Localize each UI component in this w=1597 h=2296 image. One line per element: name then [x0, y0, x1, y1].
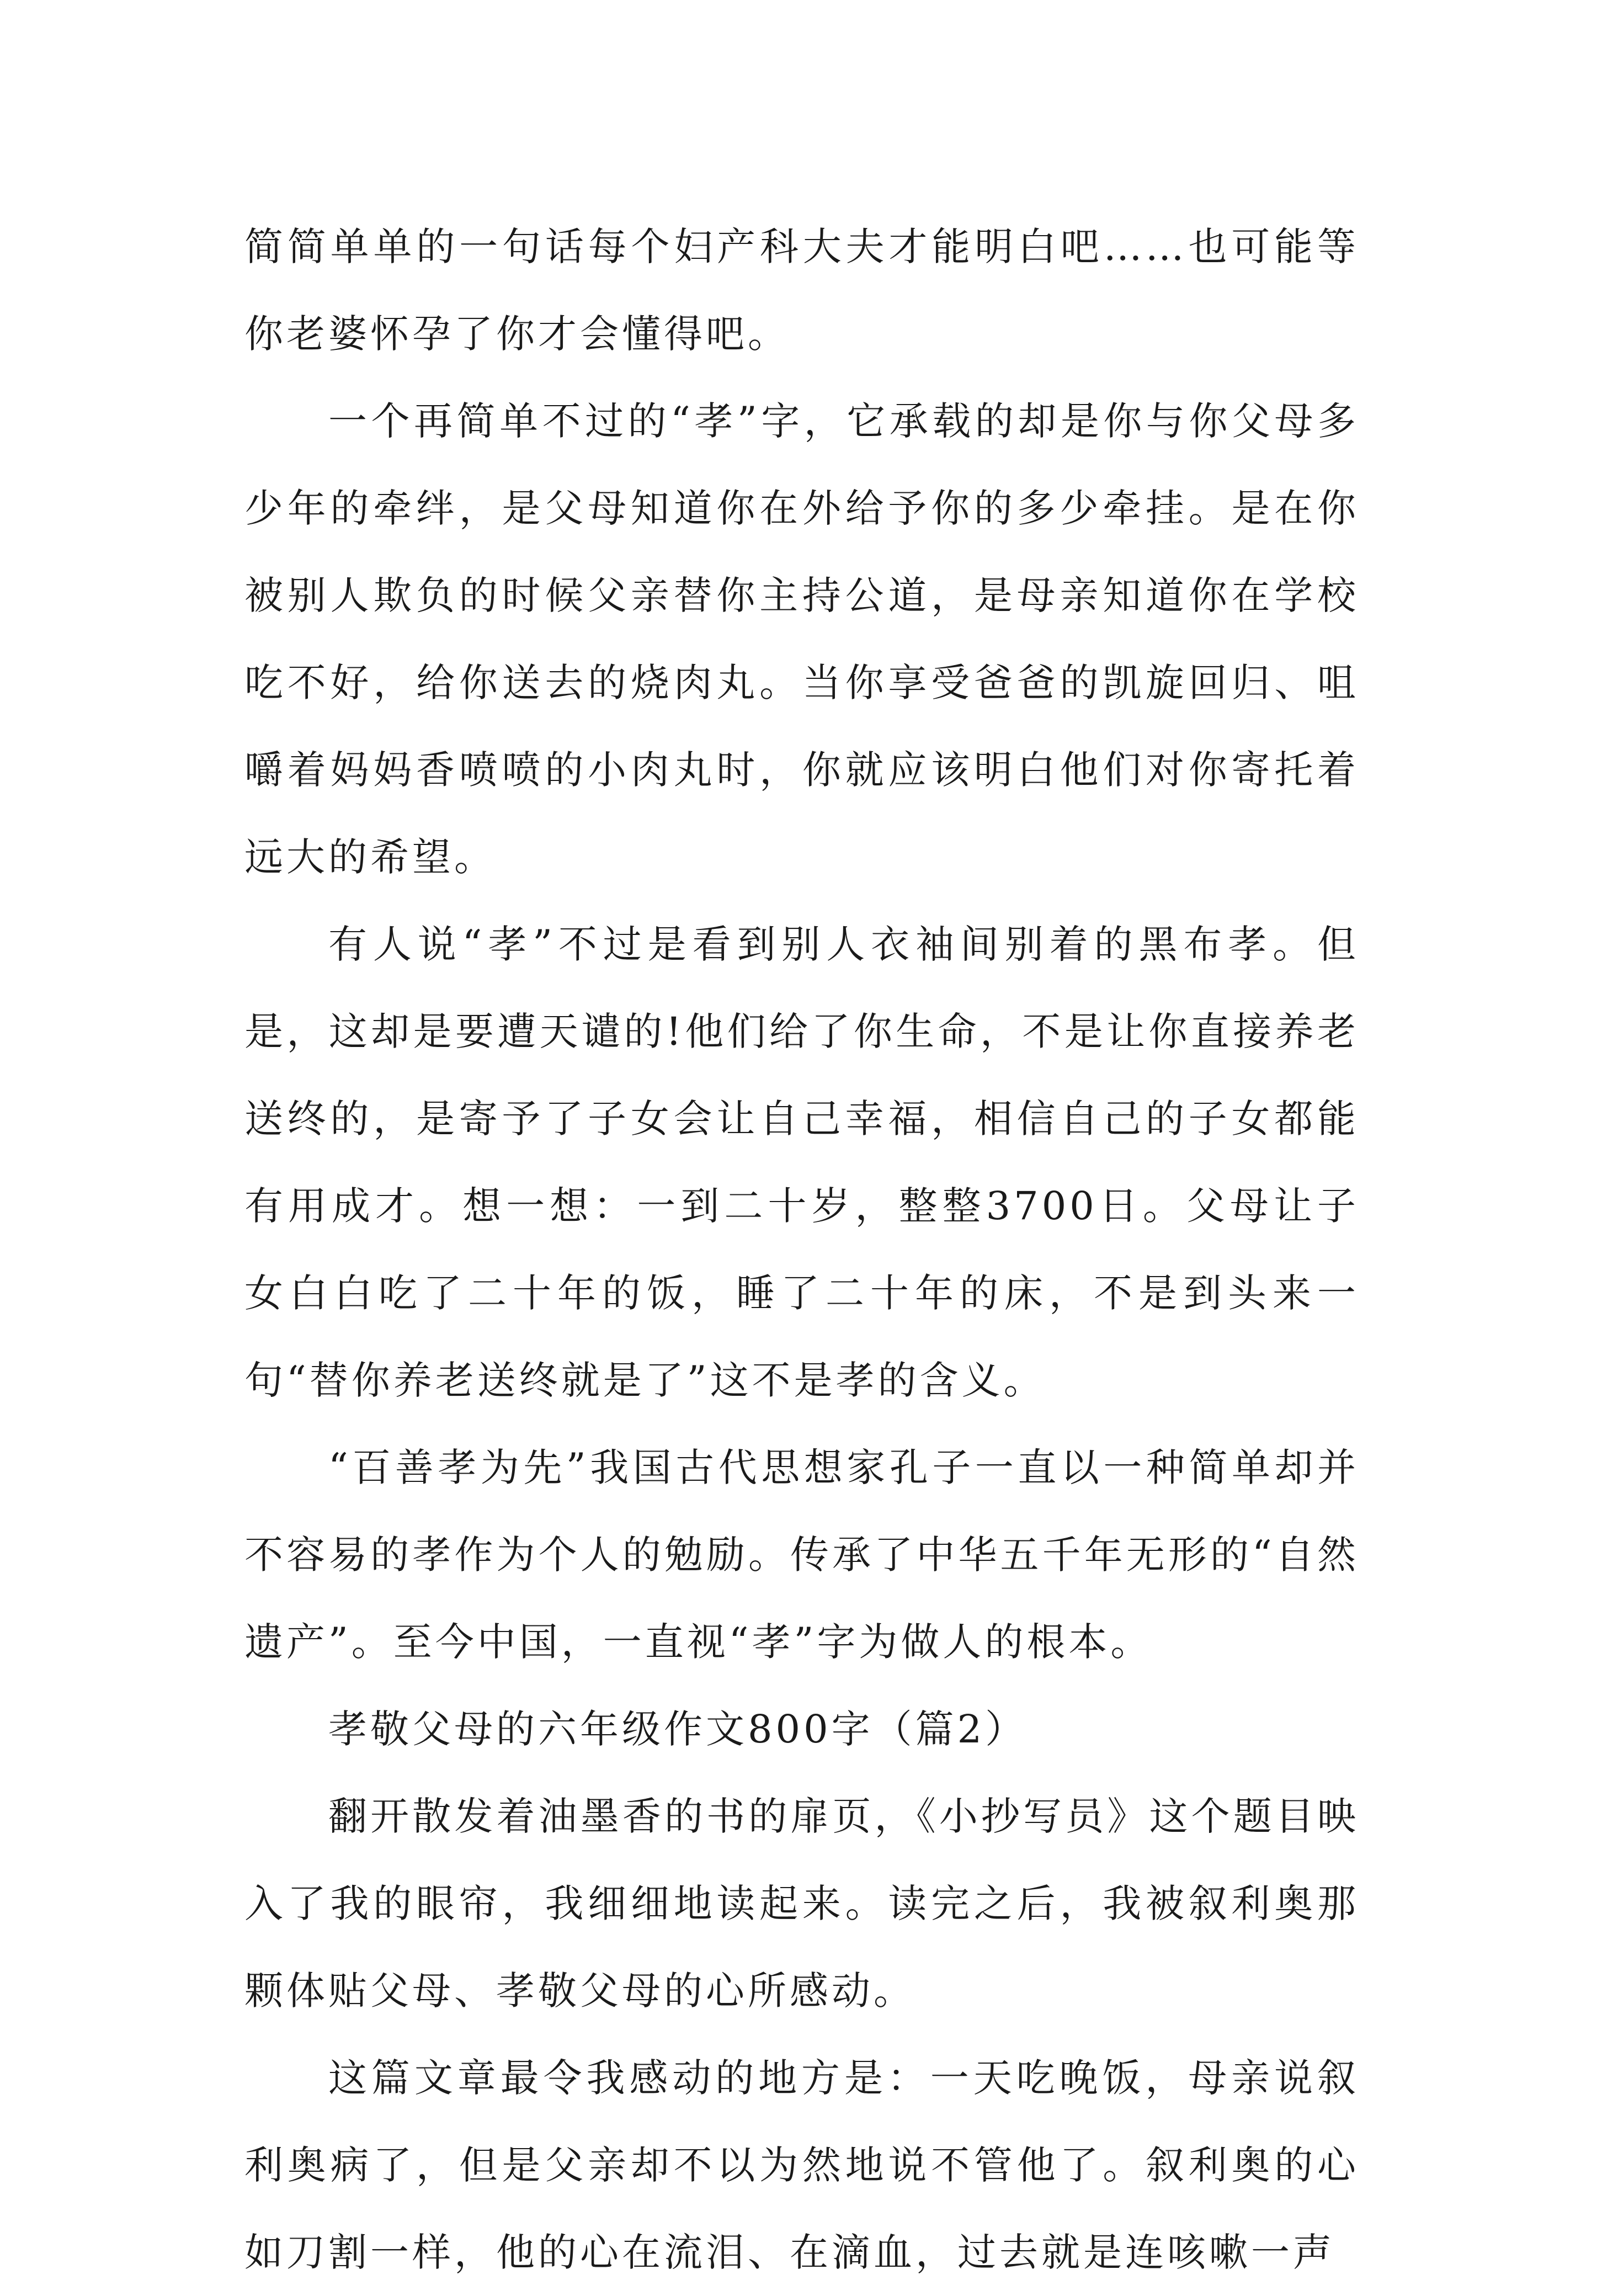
paragraph-moving-part: 这篇文章最令我感动的地方是：一天吃晚饭，母亲说叙利奥病了，但是父亲却不以为然地说不管他了。叙利奥的心如刀割一样，他的心在流泪、在滴血，过去就是连咳嗽一声 — [244, 2055, 1359, 2275]
paragraph-continuation: 简简单单的一句话每个妇产科大夫才能明白吧……也可能等你老婆怀孕了你才会懂得吧。 — [244, 224, 1359, 357]
paragraph-black-cloth: 有人说“孝”不过是看到别人衣袖间别着的黑布孝。但是，这却是要遭天谴的!他们给了你生命，不是让你直接养老送终的，是寄予了子女会让自己幸福，相信自己的子女都能有用成才。想一想：一到二十岁，整整3700日。父母让子女白白吃了二十年的饭，睡了二十年的床，不是到头来一句“替你养老送终就是了”这不是孝的含义。 — [244, 922, 1359, 1403]
paragraph-filial-word: 一个再简单不过的“孝”字，它承载的却是你与你父母多少年的牵绊，是父母知道你在外给予你的多少牵挂。是在你被别人欺负的时候父亲替你主持公道，是母亲知道你在学校吃不好，给你送去的烧肉丸。当你享受爸爸的凯旋回归、咀嚼着妈妈香喷喷的小肉丸时，你就应该明白他们对你寄托着远大的希望。 — [244, 398, 1359, 880]
paragraph-book-intro: 翻开散发着油墨香的书的扉页，《小抄写员》这个题目映入了我的眼帘，我细细地读起来。读完之后，我被叙利奥那颗体贴父母、孝敬父母的心所感动。 — [244, 1794, 1359, 2013]
paragraph-confucius: “百善孝为先”我国古代思想家孔子一直以一种简单却并不容易的孝作为个人的勉励。传承了中华五千年无形的“自然遗产”。至今中国，一直视“孝”字为做人的根本。 — [244, 1445, 1359, 1665]
section-heading: 孝敬父母的六年级作文800字（篇2） — [328, 1707, 1028, 1752]
document-body — [244, 203, 1359, 2296]
